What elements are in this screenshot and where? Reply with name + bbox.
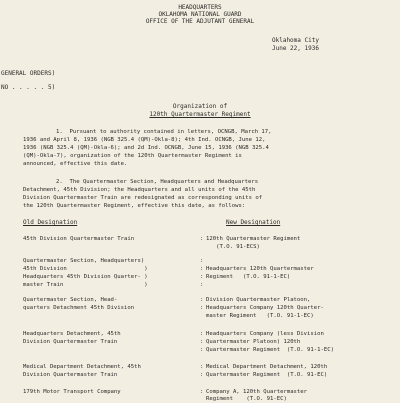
table-row-new: master Regiment (T.O. 91-1-EC) [206,313,314,319]
location-city: Oklahoma City [272,37,319,44]
table-row-sep: : [200,236,204,242]
table-row-sep: : [200,339,204,345]
location-date: June 22, 1936 [272,45,319,52]
table-row-sep: : [200,331,204,337]
general-orders-label: GENERAL ORDERS) [1,70,56,77]
table-row-sep: : [200,282,204,288]
para1-line: 1. Pursuant to authority contained in letters, OCNGB, March 17, [56,129,272,135]
table-row-old: Division Quartermaster Train [23,372,118,378]
table-row-new: Medical Department Detachment, 120th [206,364,328,370]
title-line-2: 120th Quartermaster Regiment [149,111,251,118]
para1-line: 1936 (NGB 325.4 (QM)-Okla-6); and 2d Ind. OCNGB, June 15, 1936 (NGB 325.4 [23,145,269,151]
para2-line: Detachment, 45th Division; the Headquarters and all units of the 45th [23,187,256,193]
table-row-old: quarters Detachment 45th Division [23,305,135,311]
title-line-1: Organization of [172,103,228,110]
table-row-sep: : [200,266,204,272]
table-row-sep: : [200,274,204,280]
table-row-old: Quartermaster Section, Head- [23,297,118,303]
para2-line: 2. The Quartermaster Section, Headquarters and Headquarters [56,179,259,185]
table-row-old: Quartermaster Section, Headquarters) [23,258,145,264]
table-row-new: Regiment (T.O. 91-EC) [206,396,287,402]
table-row-new: Headquarters Company 120th Quarter- [206,305,324,311]
table-row-old: Division Quartermaster Train [23,339,118,345]
table-row-new: Regiment (T.O. 91-1-EC) [206,274,291,280]
para2-line: the 120th Quartermaster Regiment, effective this date, as follows: [23,203,246,209]
para2-line: Division Quartermaster Train are redesignated as corresponding units of [23,195,263,201]
para1-line: 1936 and April 8, 1936 (NGB 325.4 (QM)-Okla-8); 4th Ind. OCNGB, June 12, [23,137,266,143]
table-row-new: Headquarters Company (less Division [206,331,324,337]
para1-line: (QM)-Okla-7), organization of the 120th Quartermaster Regiment is [23,153,242,159]
new-designation-header: New Designation [226,219,281,226]
table-row-new: Quartermaster Platoon) 120th [206,339,301,345]
table-row-sep: : [200,364,204,370]
header-line-1: HEADQUARTERS [178,4,222,11]
general-orders-number: NO . . . . . 5) [1,84,56,91]
table-row-sep: : [200,347,204,353]
table-row-old: 45th Division Quartermaster Train [23,236,135,242]
old-designation-header: Old Designation [23,219,78,226]
table-row-old: master Train ) [23,282,148,288]
table-row-old: Headquarters Detachment, 45th [23,331,121,337]
table-row-old: 179th Motor Transport Company [23,389,121,395]
table-row-sep: : [200,258,204,264]
para1-line: announced, effective this date. [23,161,128,167]
table-row-new: Division Quartermaster Platoon, [206,297,311,303]
table-row-new: 120th Quartermaster Regiment [206,236,301,242]
table-row-sep: : [200,389,204,395]
table-row-old: Medical Department Detachment, 45th [23,364,141,370]
table-row-new: Company A, 120th Quartermaster [206,389,308,395]
table-row-sep: : [200,297,204,303]
table-row-new: Quartermaster Regiment (T.O. 91-EC) [206,372,328,378]
table-row-sep: : [200,372,204,378]
table-row-new: (T.O. 91-ECS) [206,244,260,250]
table-row-new: Headquarters 120th Quartermaster [206,266,314,272]
table-row-new: Quartermaster Regiment (T.O. 91-1-EC) [206,347,334,353]
table-row-old: Headquarters 45th Division Quarter- ) [23,274,148,280]
header-line-2: OKLAHOMA NATIONAL GUARD [158,11,242,18]
table-row-old: 45th Division ) [23,266,148,272]
header-line-3: OFFICE OF THE ADJUTANT GENERAL [145,18,255,25]
table-row-sep: : [200,305,204,311]
